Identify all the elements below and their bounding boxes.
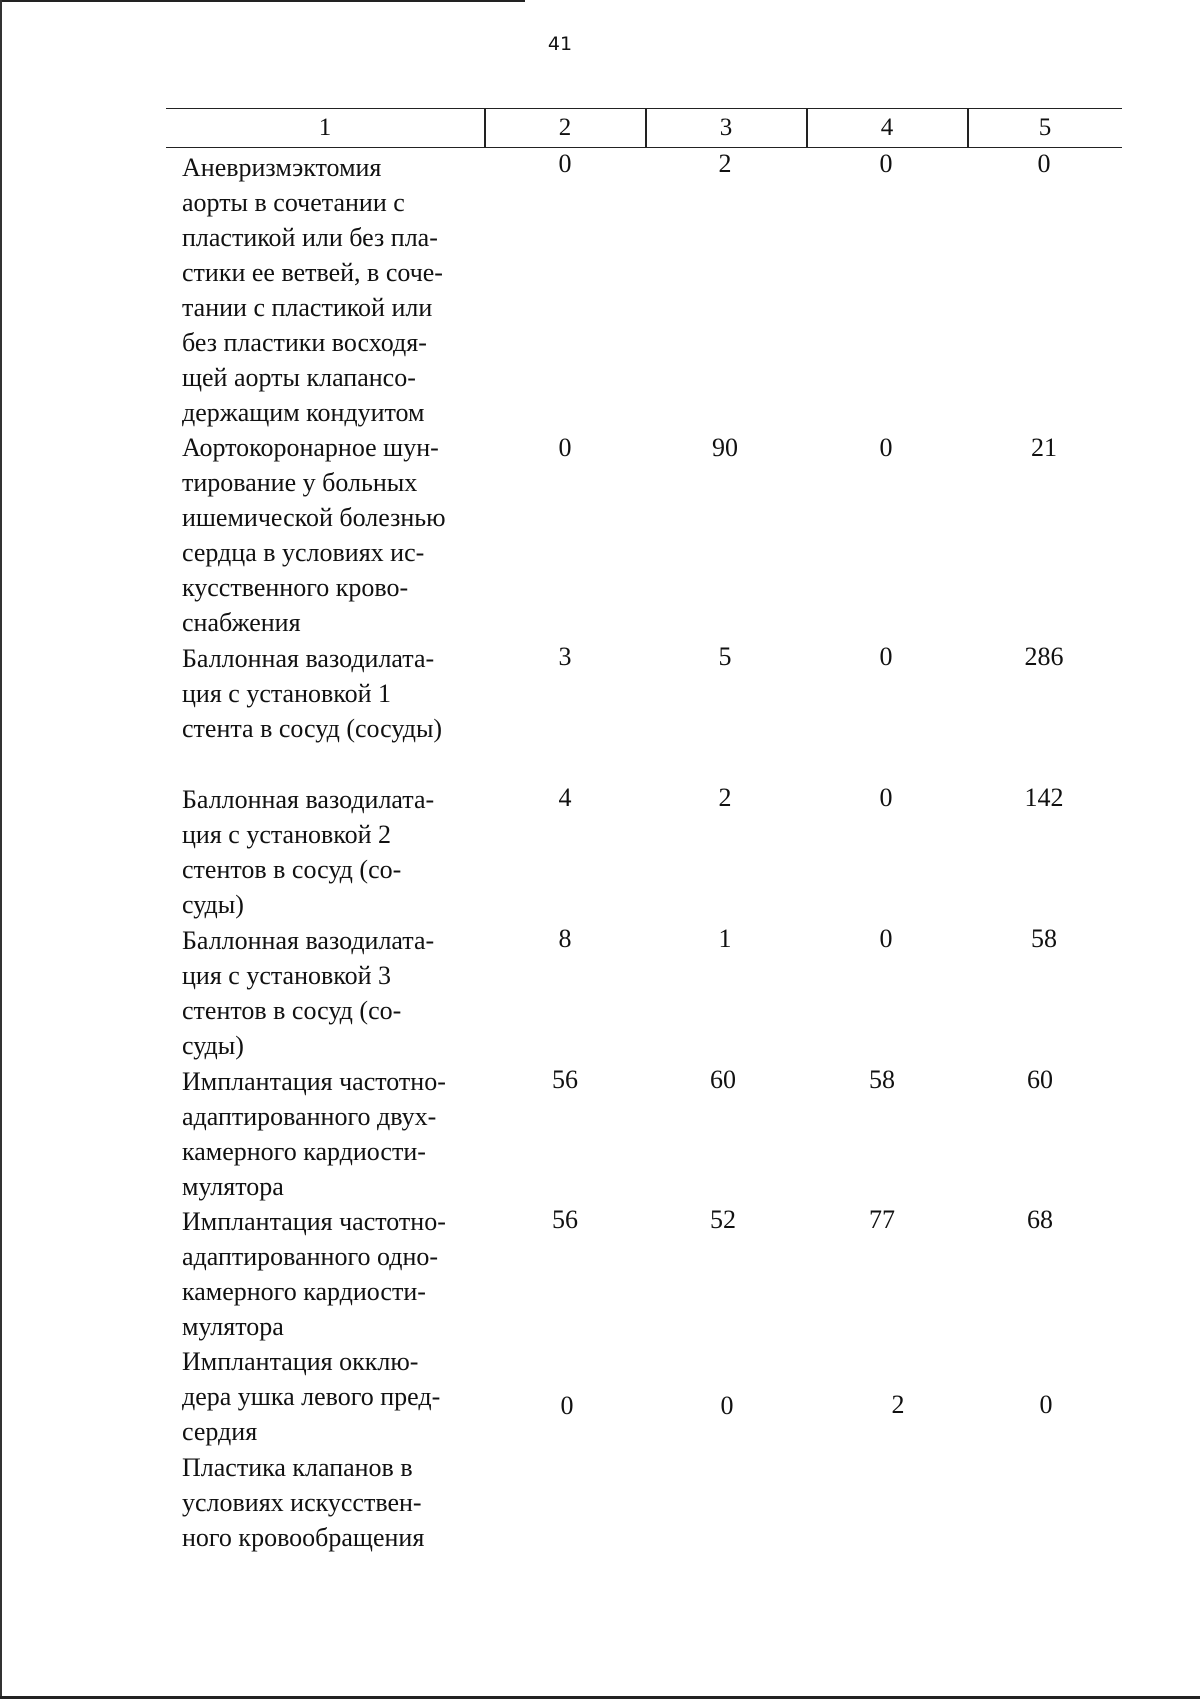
row-value-col-5: 21: [1031, 433, 1057, 462]
row-value-col-2: 3: [558, 642, 572, 671]
row-value-col-5: 0: [1037, 149, 1051, 178]
row-value-col-3: 1: [718, 924, 732, 953]
row-value-col-3: 2: [718, 783, 732, 812]
row-value-col-2: 4: [558, 783, 572, 812]
row-label: Имплантация окклю- дера ушка левого пред- сердия: [182, 1347, 441, 1446]
row-label: Аневризмэктомия аорты в сочетании с пластикой или без пла- стики ее ветвей, в соче- тании с пластикой или без пластики восходя- щей аорты клапансо- держащим кондуитом: [182, 153, 443, 427]
row-label: Баллонная вазодилата- ция с установкой 2 стентов в сосуд (со- суды): [182, 785, 435, 919]
row-label: Баллонная вазодилата- ция с установкой 3 стентов в сосуд (со- суды): [182, 926, 435, 1060]
row-value-col-2: 8: [558, 924, 572, 953]
header-col-1: 1: [318, 114, 332, 141]
row-value-col-3: 52: [710, 1205, 736, 1234]
row-value-col-4: 0: [879, 149, 893, 178]
row-value-col-5: 58: [1031, 924, 1057, 953]
scan-edge-top: [0, 0, 525, 2]
row-value-col-5: 68: [1027, 1205, 1053, 1234]
data-table: [166, 108, 1122, 1552]
scan-edge-left: [0, 0, 2, 1699]
row-value-col-3: 5: [718, 642, 732, 671]
row-value-col-4: 0: [879, 924, 893, 953]
row-value-col-4: 2: [891, 1390, 905, 1419]
header-col-3: 3: [719, 114, 733, 141]
row-value-col-4: 0: [879, 642, 893, 671]
row-label: Пластика клапанов в условиях искусствен- ного кровообращения: [182, 1453, 425, 1552]
header-col-2: 2: [558, 114, 572, 141]
row-value-col-3: 2: [718, 149, 732, 178]
table-header-row: [166, 108, 1122, 148]
page-number: 41: [547, 33, 573, 55]
row-label: Имплантация частотно- адаптированного двух- камерного кардиости- мулятора: [182, 1067, 446, 1201]
header-col-4: 4: [880, 114, 894, 141]
row-value-col-5: 286: [1024, 642, 1064, 671]
row-value-col-4: 77: [869, 1205, 895, 1234]
row-value-col-2: 56: [552, 1065, 578, 1094]
row-value-col-3: 60: [710, 1065, 736, 1094]
row-value-col-4: 0: [879, 783, 893, 812]
row-label: Баллонная вазодилата- ция с установкой 1 стента в сосуд (сосуды): [182, 644, 443, 743]
row-value-col-5: 0: [1039, 1390, 1053, 1419]
row-value-col-2: 0: [558, 433, 572, 462]
row-label: Имплантация частотно- адаптированного одно- камерного кардиости- мулятора: [182, 1207, 446, 1341]
row-value-col-3: 0: [720, 1391, 734, 1420]
row-label: Аортокоронарное шун- тирование у больных ишемической болезнью сердца в условиях ис- кусственного крово- снабжения: [182, 433, 446, 637]
header-col-5: 5: [1038, 114, 1052, 141]
row-value-col-2: 0: [560, 1391, 574, 1420]
row-value-col-4: 58: [869, 1065, 895, 1094]
row-value-col-3: 90: [712, 433, 738, 462]
row-value-col-2: 0: [558, 149, 572, 178]
row-value-col-4: 0: [879, 433, 893, 462]
row-value-col-2: 56: [552, 1205, 578, 1234]
row-value-col-5: 60: [1027, 1065, 1053, 1094]
row-value-col-5: 142: [1024, 783, 1064, 812]
